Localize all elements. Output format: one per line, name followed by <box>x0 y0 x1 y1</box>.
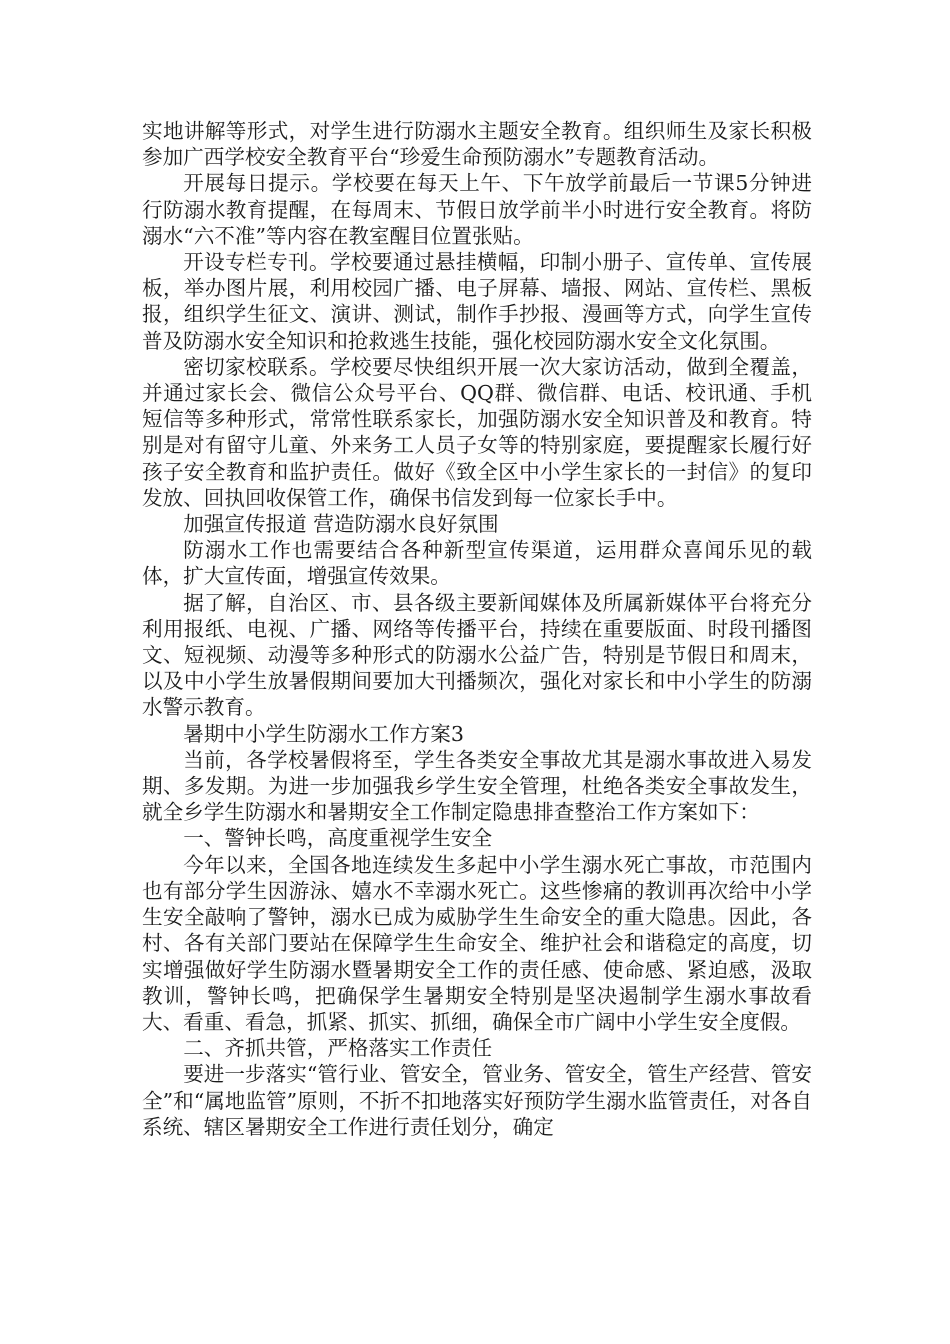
paragraph: 要进一步落实“管行业、管安全，管业务、管安全，管生产经营、管安全”和“属地监管”原则，不折不扣地落实好预防学生溺水监管责任，对各自系统、辖区暑期安全工作进行责任划分，确定 <box>142 1062 812 1139</box>
paragraph: 据了解，自治区、市、县各级主要新闻媒体及所属新媒体平台将充分利用报纸、电视、广播、网络等传播平台，持续在重要版面、时段刊播图文、短视频、动漫等多种形式的防溺水公益广告，特别是节假日和周末，以及中小学生放暑假期间要加大刊播频次，强化对家长和中小学生的防溺水警示教育。 <box>142 590 812 720</box>
section-heading: 一、警钟长鸣，高度重视学生安全 <box>183 826 493 851</box>
paragraph: 当前，各学校暑假将至，学生各类安全事故尤其是溺水事故进入易发期、多发期。为进一步加强我乡学生安全管理，杜绝各类安全事故发生，就全乡学生防溺水和暑期安全工作制定隐患排查整治工作方案如下： <box>142 747 812 825</box>
paragraph: 开展每日提示。学校要在每天上午、下午放学前最后一节课5分钟进行防溺水教育提醒，在每周末、节假日放学前半小时进行安全教育。将防溺水“六不准”等内容在教室醒目位置张贴。 <box>142 171 812 248</box>
section-heading: 加强宣传报道 营造防溺水良好氛围 <box>183 512 499 537</box>
document-body <box>142 118 812 1140</box>
paragraph: 开设专栏专刊。学校要通过悬挂横幅，印制小册子、宣传单、宣传展板，举办图片展，利用校园广播、电子屏幕、墙报、网站、宣传栏、黑板报，组织学生征文、演讲、测试，制作手抄报、漫画等方式，向学生宣传普及防溺水安全知识和抢救逃生技能，强化校园防溺水安全文化氛围。 <box>142 250 812 353</box>
paragraph: 密切家校联系。学校要尽快组织开展一次大家访活动，做到全覆盖，并通过家长会、微信公众号平台、QQ群、微信群、电话、校讯通、手机短信等多种形式，常常性联系家长，加强防溺水安全知识普及和教育。特别是对有留守儿童、外来务工人员子女等的特别家庭，要提醒家长履行好孩子安全教育和监护责任。做好《致全区中小学生家长的一封信》的复印发放、回执回收保管工作，确保书信发到每一位家长手中。 <box>142 354 812 510</box>
paragraph: 实地讲解等形式，对学生进行防溺水主题安全教育。组织师生及家长积极参加广西学校安全教育平台“珍爱生命预防溺水”专题教育活动。 <box>142 119 812 170</box>
section-heading: 二、齐抓共管，严格落实工作责任 <box>183 1036 493 1061</box>
paragraph: 今年以来，全国各地连续发生多起中小学生溺水死亡事故，市范围内也有部分学生因游泳、嬉水不幸溺水死亡。这些惨痛的教训再次给中小学生安全敲响了警钟，溺水已成为威胁学生生命安全的重大隐患。因此，各村、各有关部门要站在保障学生生命安全、维护社会和谐稳定的高度，切实增强做好学生防溺水暨暑期安全工作的责任感、使命感、紧迫感，汲取教训，警钟长鸣，把确保学生暑期安全特别是坚决遏制学生溺水事故看大、看重、看急，抓紧、抓实、抓细，确保全市广阔中小学生安全度假。 <box>142 852 812 1034</box>
paragraph: 防溺水工作也需要结合各种新型宣传渠道，运用群众喜闻乐见的载体，扩大宣传面，增强宣传效果。 <box>142 538 812 589</box>
section-heading: 暑期中小学生防溺水工作方案3 <box>183 721 465 746</box>
